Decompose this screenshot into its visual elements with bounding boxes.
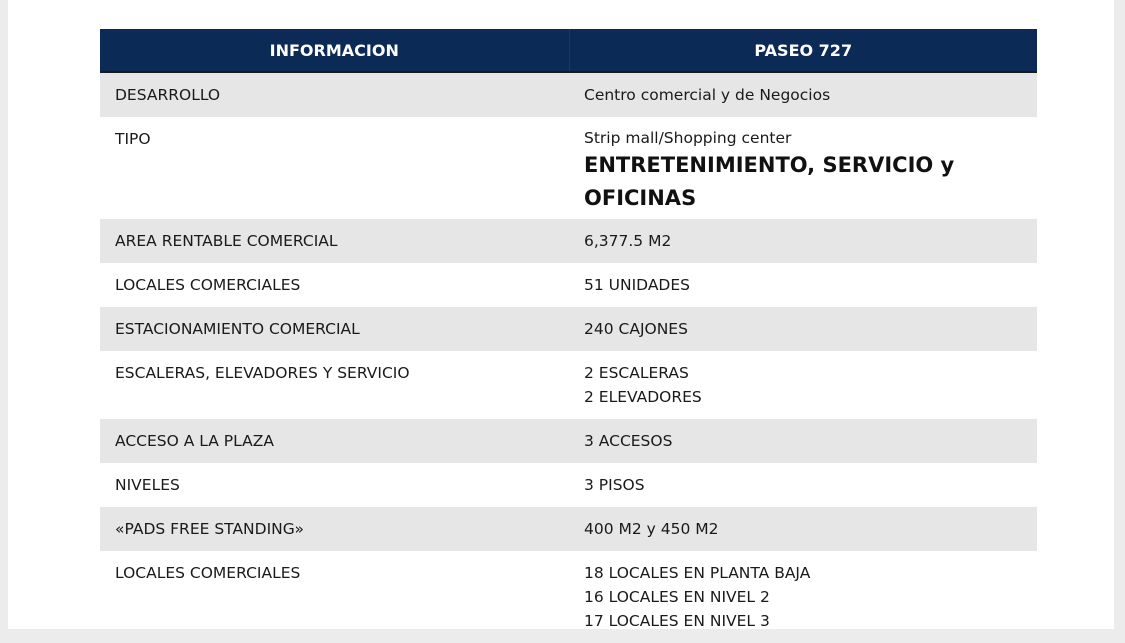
row-value (569, 419, 1037, 463)
value-line: 2 ELEVADORES (584, 388, 702, 406)
value-line: 16 LOCALES EN NIVEL 2 (584, 588, 770, 606)
row-key: NIVELES (115, 476, 180, 494)
value-line: Centro comercial y de Negocios (584, 86, 831, 104)
table-row (100, 307, 1037, 351)
info-table (100, 29, 1037, 643)
value-line: 17 LOCALES EN NIVEL 3 (584, 612, 770, 630)
row-value (569, 263, 1037, 307)
row-key: DESARROLLO (100, 72, 569, 117)
row-value (569, 117, 1037, 219)
row-key: LOCALES COMERCIALES (115, 276, 301, 294)
row-key: ESCALERAS, ELEVADORES Y SERVICIO (115, 364, 410, 382)
value-line: 400 M2 y 450 M2 (584, 520, 719, 538)
row-value (569, 551, 1037, 643)
value-line: 240 CAJONES (584, 320, 688, 338)
row-value (569, 463, 1037, 507)
value-line: 2 ESCALERAS (584, 364, 689, 382)
row-value (569, 72, 1037, 117)
table-row (100, 463, 1037, 507)
value-line: 3 ACCESOS (584, 432, 673, 450)
value-line: 6,377.5 M2 (584, 232, 672, 250)
row-key: ESTACIONAMIENTO COMERCIAL (100, 307, 569, 351)
document-page (8, 0, 1114, 629)
row-value (569, 351, 1037, 419)
row-key: TIPO (115, 130, 151, 148)
header-paseo-727: PASEO 727 (569, 29, 1037, 72)
row-key: AREA RENTABLE COMERCIAL (100, 219, 569, 263)
table-header-row (100, 29, 1037, 72)
table-row (100, 551, 1037, 643)
row-value (569, 507, 1037, 551)
table-row (100, 219, 1037, 263)
table-row (100, 263, 1037, 307)
table-row (100, 117, 1037, 219)
row-key: «PADS FREE STANDING» (100, 507, 569, 551)
value-line: Strip mall/Shopping center (584, 129, 792, 147)
table-row (100, 351, 1037, 419)
value-emphasis-line: ENTRETENIMIENTO, SERVICIO y (584, 153, 955, 177)
value-emphasis-line: OFICINAS (584, 186, 697, 210)
value-line: 18 LOCALES EN PLANTA BAJA (584, 564, 811, 582)
table-row (100, 507, 1037, 551)
table-row (100, 72, 1037, 117)
table-row (100, 419, 1037, 463)
row-value (569, 219, 1037, 263)
row-key: ACCESO A LA PLAZA (100, 419, 569, 463)
value-line: 51 UNIDADES (584, 276, 690, 294)
header-informacion: INFORMACION (100, 29, 569, 72)
value-line: 3 PISOS (584, 476, 645, 494)
row-value (569, 307, 1037, 351)
row-key: LOCALES COMERCIALES (115, 564, 301, 582)
